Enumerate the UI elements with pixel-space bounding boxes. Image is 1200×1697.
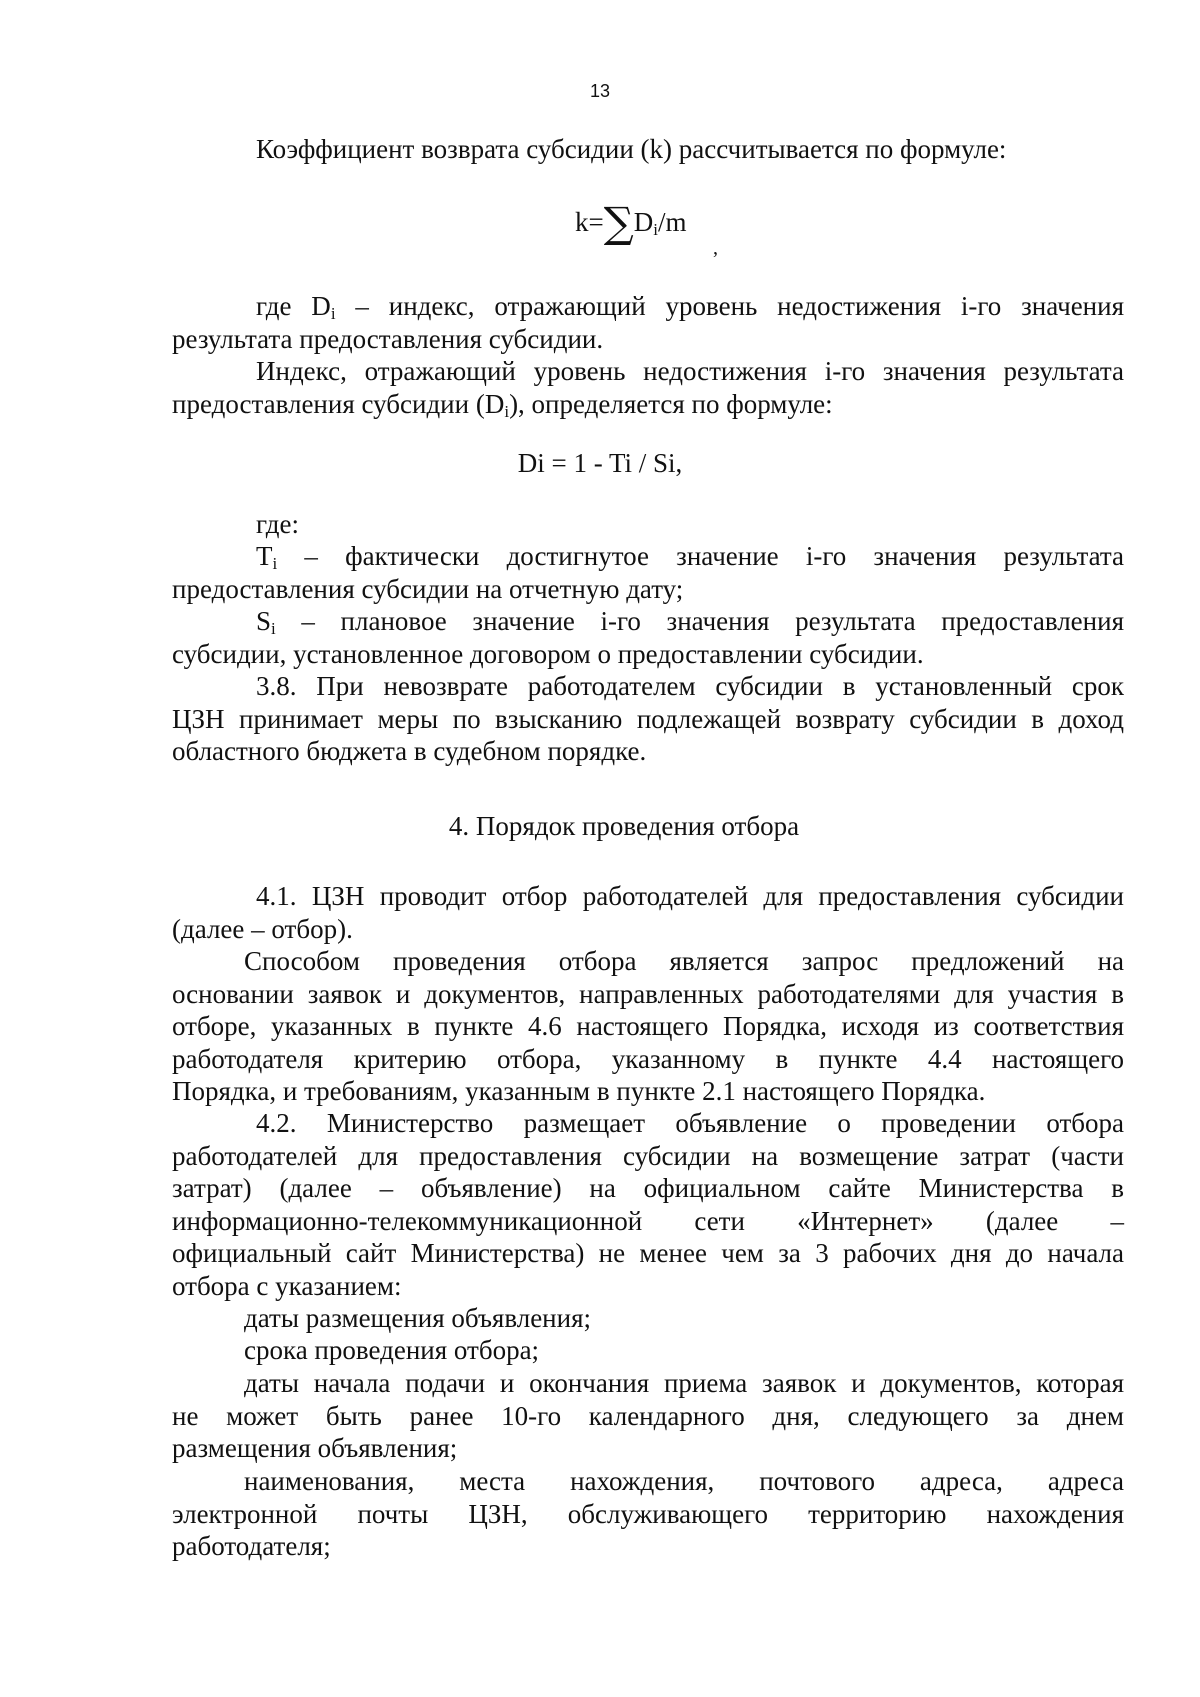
si-definition: $S_i$ – плановое значение i-го значения результата предоставления субсидии, установленное договором о предоставлении субсидии. bbox=[172, 606, 1124, 669]
formula-k: $k=\sum D_i/m$ bbox=[575, 198, 687, 247]
formula-k-comma: , bbox=[713, 237, 718, 259]
list-item: даты размещения объявления; bbox=[244, 1303, 592, 1333]
ti-definition: $T_i$ – фактически достигнутое значение i-го значения результата предоставления субсидии на отчетную дату; bbox=[172, 541, 1124, 604]
list-item: даты начала подачи и окончания приема заявок и документов, которая не может быть ранее 10-го календарного дня, следующего за днем размещения объявления; bbox=[172, 1368, 1124, 1463]
paragraph-4-1: 4.1. ЦЗН проводит отбор работодателей для предоставления субсидии (далее – отбор). bbox=[172, 881, 1124, 944]
where-label: где: bbox=[256, 509, 299, 539]
formula-di: Di = 1 - Ti / Si, bbox=[517, 448, 683, 478]
list-item: срока проведения отбора; bbox=[244, 1335, 540, 1365]
list-item: наименования, места нахождения, почтового адреса, адреса электронной почты ЦЗН, обслуживающего территорию нахождения работодателя; bbox=[172, 1466, 1124, 1561]
page-number: 13 bbox=[589, 81, 611, 101]
paragraph-3-8: 3.8. При невозврате работодателем субсидии в установленный срок ЦЗН принимает меры по взысканию подлежащей возврату субсидии в доход областного бюджета в судебном порядке. bbox=[172, 671, 1124, 766]
method-paragraph: Способом проведения отбора является запрос предложений на основании заявок и документов, направленных работодателями для участия в отборе, указанных в пункте 4.6 настоящего Порядка, исходя из соответствия работодателя критерию отбора, указанному в пункте 4.4 настоящего Порядка, и требованиям, указанным в пункте 2.1 настоящего Порядка. bbox=[172, 946, 1124, 1106]
index-paragraph: Индекс, отражающий уровень недостижения i-го значения результата предоставления субсидии $(D_i)$, определяется по формуле: bbox=[172, 356, 1124, 421]
section-heading: 4. Порядок проведения отбора bbox=[448, 811, 800, 841]
sigma-symbol: ∑ bbox=[603, 198, 634, 247]
paragraph-4-2: 4.2. Министерство размещает объявление о проведении отбора работодателей для предоставления субсидии на возмещение затрат (части затрат) (далее – объявление) на официальном сайте Министерства в информационно-телекоммуникационной сети «Интернет» (далее – официальный сайт Министерства) не менее чем за 3 рабочих дня до начала отбора с указанием: bbox=[172, 1108, 1124, 1301]
di-definition: где $D_i$ – индекс, отражающий уровень недостижения i-го значения результата предоставления субсидии. bbox=[172, 291, 1124, 354]
intro-paragraph: Коэффициент возврата субсидии (k) рассчитывается по формуле: bbox=[256, 134, 1007, 164]
